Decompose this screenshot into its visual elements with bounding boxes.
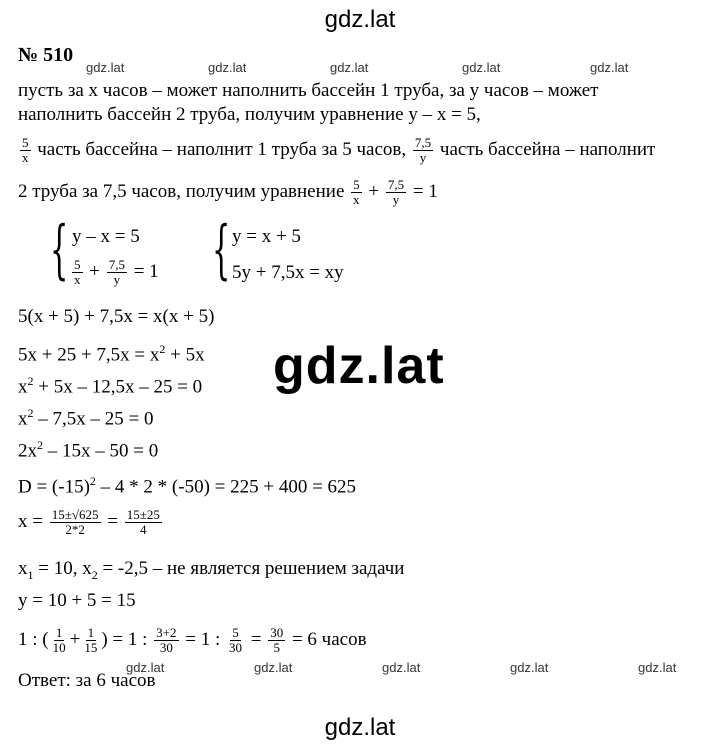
text-line-1: пусть за х часов – может наполнить бассейн 1 труба, за у часов – может: [18, 80, 599, 101]
equation-4: $x^2 - 7,5x - 25 = 0$: [18, 406, 154, 430]
problem-number: № 510: [18, 44, 74, 66]
fraction: $\frac{7,5}{y}$: [414, 135, 432, 165]
fraction: $\frac{5}{x}$: [22, 135, 29, 165]
text-line-2: наполнить бассейн 2 труба, получим уравнение у – х = 5,: [18, 104, 481, 125]
text-line-3: $\frac{5}{x}$ часть бассейна – наполнит 1 труба за 5 часов, $\frac{7,5}{y}$ часть бассейна – наполнит: [22, 135, 656, 165]
equation-roots-formula: x = $\frac{15\pm√625}{2*2}$ = $\frac{15\pm 25}{4}$: [18, 507, 160, 537]
watermark-small: gdz.lat: [254, 660, 293, 675]
watermark-small: gdz.lat: [330, 60, 369, 75]
equation-3: $x^2 + 5x - 12,5x - 25 = 0$: [18, 374, 203, 398]
equation-5: $2x^2 - 15x - 50 = 0$: [18, 438, 159, 462]
system1-eq1: y – x = 5: [72, 226, 140, 247]
watermark-small: gdz.lat: [126, 660, 165, 675]
watermark-small: gdz.lat: [590, 60, 629, 75]
answer: Ответ: за 6 часов: [18, 670, 156, 691]
text-line-4: 2 труба за 7,5 часов, получим уравнение $\frac{5}{x}$ + $\frac{7,5}{y}$ = 1: [18, 177, 438, 207]
equation-y: y = 10 + 5 = 15: [18, 590, 136, 611]
equation-roots: $x_1 = 10$, $x_2 = -2,5$ – не является решением задачи: [18, 558, 405, 582]
watermark-bottom: gdz.lat: [324, 714, 396, 741]
system-brace-2: {: [212, 213, 231, 287]
watermark-center: gdz.lat: [273, 337, 445, 395]
equation-2: $5x + 25 + 7,5x = x^2 + 5x$: [18, 342, 205, 366]
fraction: $\frac{5}{x}$: [353, 177, 360, 207]
fraction: $\frac{7,5}{y}$: [387, 177, 405, 207]
equation-1: 5(x + 5) + 7,5x = x(x + 5): [18, 306, 215, 327]
system1-eq2: $\frac{5}{x}$ + $\frac{7,5}{y}$ = 1: [74, 257, 159, 287]
equation-time: 1 : ( $\frac{1}{10}$ + $\frac{1}{15}$ ) = 1 : $\frac{3+2}{30}$ = 1 : $\frac{5}{30}$ = $\frac{30}{5}$ = 6 часов: [18, 625, 367, 655]
equation-discriminant: $D = (-15)^2 - 4 * 2 * (-50) = 225 + 400 = 625$: [18, 474, 357, 498]
system2-eq2: 5y + 7,5x = xy: [232, 262, 344, 283]
system-brace-1: {: [50, 213, 69, 287]
watermark-small: gdz.lat: [638, 660, 677, 675]
watermark-small: gdz.lat: [208, 60, 247, 75]
watermark-small: gdz.lat: [382, 660, 421, 675]
watermark-small: gdz.lat: [510, 660, 549, 675]
watermark-small: gdz.lat: [86, 60, 125, 75]
system2-eq1: y = x + 5: [232, 226, 301, 247]
watermark-small: gdz.lat: [462, 60, 501, 75]
watermark-top: gdz.lat: [324, 6, 396, 33]
